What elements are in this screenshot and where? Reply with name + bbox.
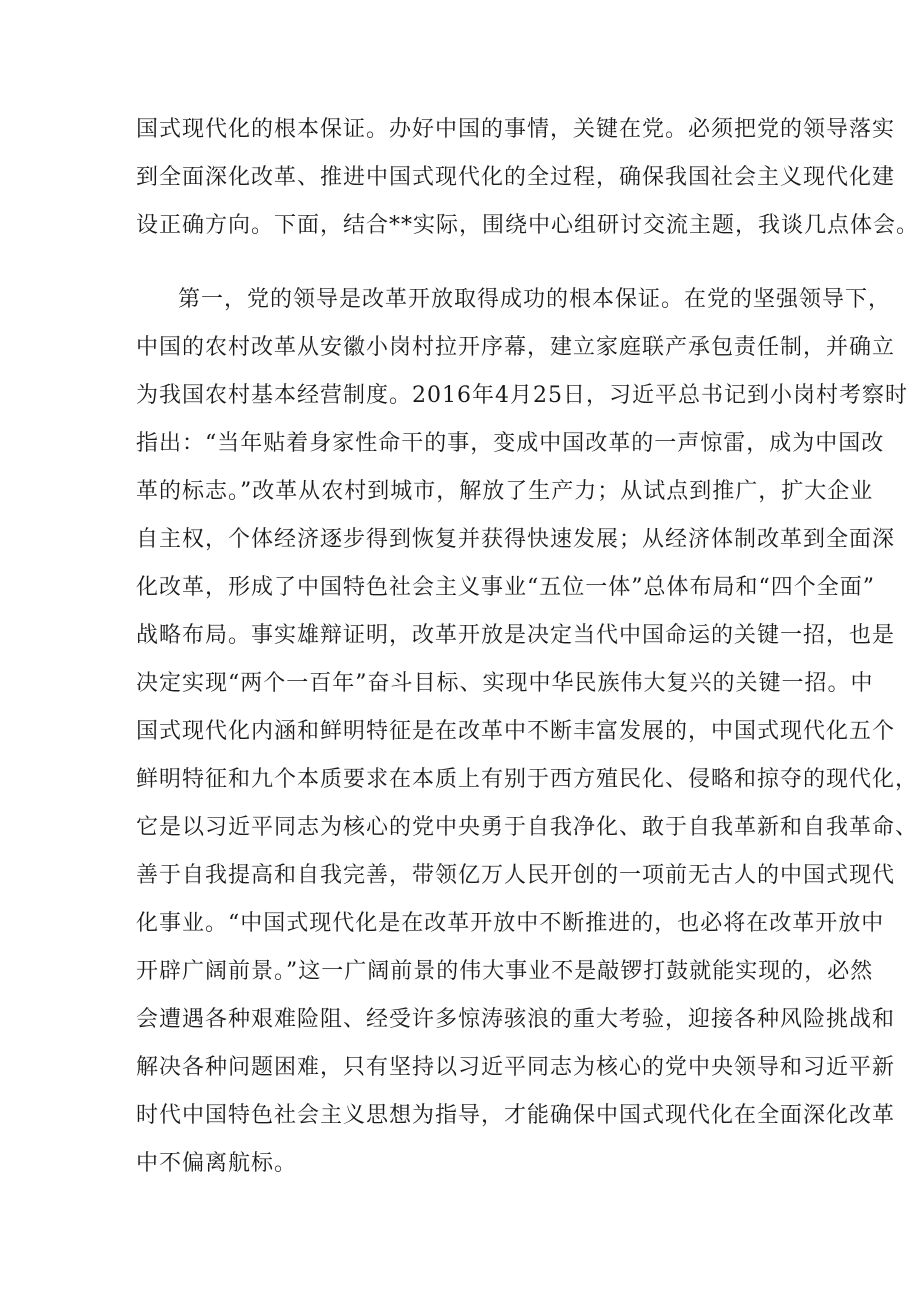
paragraph-2-line-3: 为我国农村基本经营制度。2016年4月25日，习近平总书记到小岗村考察时	[136, 383, 908, 408]
paragraph-1-line-1: 国式现代化的根本保证。办好中国的事情，关键在党。必须把党的领导落实	[136, 117, 896, 142]
paragraph-1-line-3: 设正确方向。下面，结合**实际，围绕中心组研讨交流主题，我谈几点体会。	[136, 213, 920, 238]
paragraph-2-line-9: 决定实现“两个一百年”奋斗目标、实现中华民族伟大复兴的关键一招。中	[136, 671, 874, 696]
paragraph-2-line-8: 战略布局。事实雄辩证明，改革开放是决定当代中国命运的关键一招，也是	[136, 623, 896, 648]
paragraph-2-line-14: 化事业。“中国式现代化是在改革开放中不断推进的，也必将在改革开放中	[136, 911, 885, 936]
paragraph-2-line-15: 开辟广阔前景。”这一广阔前景的伟大事业不是敲锣打鼓就能实现的，必然	[136, 959, 874, 984]
paragraph-2-line-5: 革的标志。”改革从农村到城市，解放了生产力；从试点到推广，扩大企业	[136, 479, 874, 504]
paragraph-2-line-6: 自主权，个体经济逐步得到恢复并获得快速发展；从经济体制改革到全面深	[136, 527, 896, 552]
paragraph-2-line-4: 指出：“当年贴着身家性命干的事，变成中国改革的一声惊雷，成为中国改	[136, 431, 885, 456]
paragraph-2-line-17: 解决各种问题困难，只有坚持以习近平同志为核心的党中央领导和习近平新	[136, 1055, 896, 1080]
paragraph-2-line-1: 第一，党的领导是改革开放取得成功的根本保证。在党的坚强领导下，	[178, 287, 892, 312]
paragraph-2-line-18: 时代中国特色社会主义思想为指导，才能确保中国式现代化在全面深化改革	[136, 1103, 896, 1128]
paragraph-2-line-2: 中国的农村改革从安徽小岗村拉开序幕，建立家庭联产承包责任制，并确立	[136, 335, 896, 360]
paragraph-2-line-12: 它是以习近平同志为核心的党中央勇于自我净化、敢于自我革新和自我革命、	[136, 815, 919, 840]
paragraph-2-line-16: 会遭遇各种艰难险阻、经受许多惊涛骇浪的重大考验，迎接各种风险挑战和	[136, 1007, 896, 1032]
paragraph-2-line-11: 鲜明特征和九个本质要求在本质上有别于西方殖民化、侵略和掠夺的现代化，	[136, 767, 919, 792]
paragraph-1-line-2: 到全面深化改革、推进中国式现代化的全过程，确保我国社会主义现代化建	[136, 165, 896, 190]
paragraph-2-line-7: 化改革，形成了中国特色社会主义事业“五位一体”总体布局和“四个全面”	[136, 575, 875, 600]
paragraph-2-line-10: 国式现代化内涵和鲜明特征是在改革中不断丰富发展的，中国式现代化五个	[136, 719, 896, 744]
paragraph-2-line-19: 中不偏离航标。	[136, 1151, 298, 1176]
paragraph-2-line-13: 善于自我提高和自我完善，带领亿万人民开创的一项前无古人的中国式现代	[136, 863, 896, 888]
